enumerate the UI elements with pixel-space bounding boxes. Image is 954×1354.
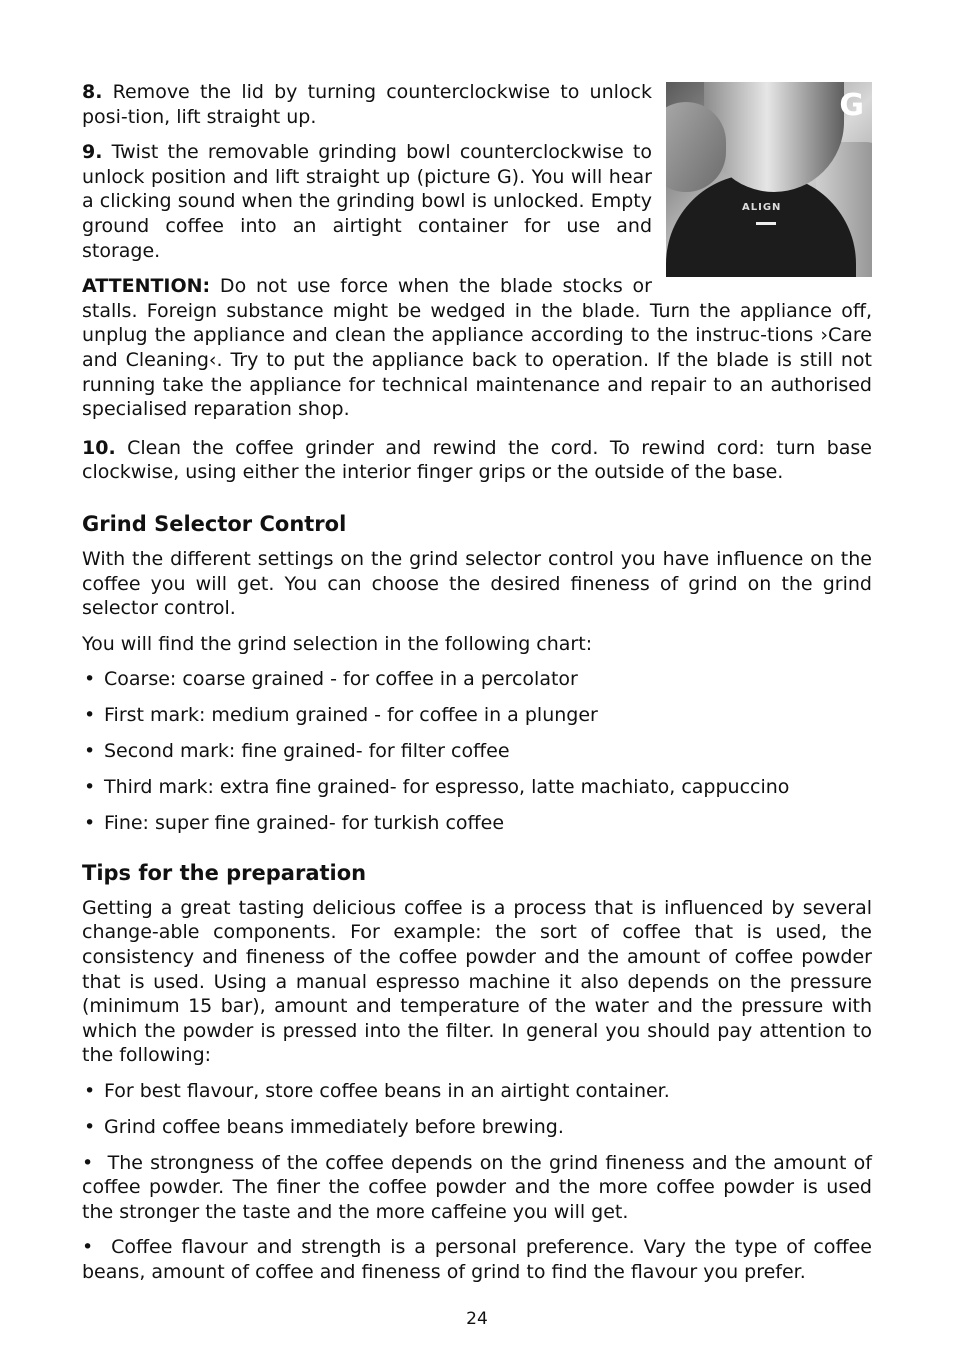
page-content — [82, 80, 872, 1285]
step-8-number: 8. — [82, 81, 103, 103]
bullet: • — [84, 776, 96, 799]
list-item: • First mark: medium grained - for coffee in a plunger — [84, 704, 598, 727]
align-mark — [756, 222, 776, 225]
attention-note — [82, 274, 872, 422]
step-8-text: Remove the lid by turning counterclockwise to unlock posi-tion, lift straight up. — [82, 81, 652, 128]
grind-chart-intro: You will find the grind selection in the following chart: — [82, 632, 593, 655]
bullet: • — [82, 1151, 94, 1174]
step-10 — [82, 436, 872, 485]
grind-intro: With the different settings on the grind selector control you have influence on the coffee you will get. You can choose the desired fineness of grind on the grind selector control. — [82, 547, 872, 620]
step-9-text: Twist the removable grinding bowl counterclockwise to unlock position and lift straight up (picture G). You will hear a clicking sound when the grinding bowl is unlocked. Empty ground coffee into an airtight container for use and storage. — [82, 141, 652, 262]
list-item: • For best flavour, store coffee beans in an airtight container. — [84, 1079, 670, 1102]
align-label: ALIGN — [742, 202, 782, 213]
list-item: • Coarse: coarse grained - for coffee in a percolator — [84, 668, 578, 691]
figure-letter: G — [839, 88, 864, 123]
tips-heading: Tips for the preparation — [82, 860, 367, 885]
page-number: 24 — [466, 1309, 488, 1329]
bullet: • — [84, 704, 96, 727]
tips-intro: Getting a great tasting delicious coffee is a process that is influenced by several change-able components. For example: the sort of coffee that is used, the consistency and fineness of the coffee powder and the amount of coffee powder that is used. Using a manual espresso machine it also depends on the pressure (minimum 15 bar), amount and temperature of the water and the pressure with which the powder is pressed into the filter. In general you should pay attention to the following: — [82, 896, 872, 1067]
list-item: • Second mark: fine grained- for filter coffee — [84, 740, 510, 763]
grinder-photo — [666, 82, 872, 277]
step-10-number: 10. — [82, 436, 116, 459]
bullet: • — [82, 1236, 94, 1259]
tips-list — [82, 1079, 872, 1140]
step-10-text: Clean the coffee grinder and rewind the cord. To rewind cord: turn base clockwise, using either the interior finger grips or the outside of the base. — [82, 436, 872, 484]
bullet: • — [84, 668, 96, 691]
bullet: • — [84, 1115, 96, 1138]
bullet: • — [84, 740, 96, 763]
list-item: • Fine: super fine grained- for turkish coffee — [84, 812, 505, 835]
step-9-number: 9. — [82, 141, 103, 164]
grind-list — [82, 667, 872, 836]
tips-paragraph-item: • Coffee flavour and strength is a personal preference. Vary the type of coffee beans, amount of coffee and fineness of grind to find the flavour you prefer. — [82, 1236, 872, 1283]
attention-text: Do not use force when the blade stocks or stalls. Foreign substance might be wedged in the blade. Turn the appliance off, unplug the appliance and clean the appliance according to the instruc-tions ›Care and Cleaning‹. Try to put the appliance back to operation. If the blade is still not running take the appliance for technical maintenance and repair to an authorised specialised reparation shop. — [82, 275, 872, 421]
tips-paragraph-item: • The strongness of the coffee depends on the grind fineness and the amount of coffee powder. The finer the coffee powder and the more coffee powder is used the stronger the taste and the more caffeine you will get. — [82, 1151, 872, 1223]
bullet: • — [84, 812, 96, 835]
attention-label: ATTENTION: — [82, 275, 211, 298]
list-item: • Third mark: extra fine grained- for espresso, latte machiato, cappuccino — [84, 776, 790, 799]
grind-selector-heading: Grind Selector Control — [82, 511, 347, 536]
bullet: • — [84, 1079, 96, 1102]
list-item: • Grind coffee beans immediately before brewing. — [84, 1115, 564, 1138]
